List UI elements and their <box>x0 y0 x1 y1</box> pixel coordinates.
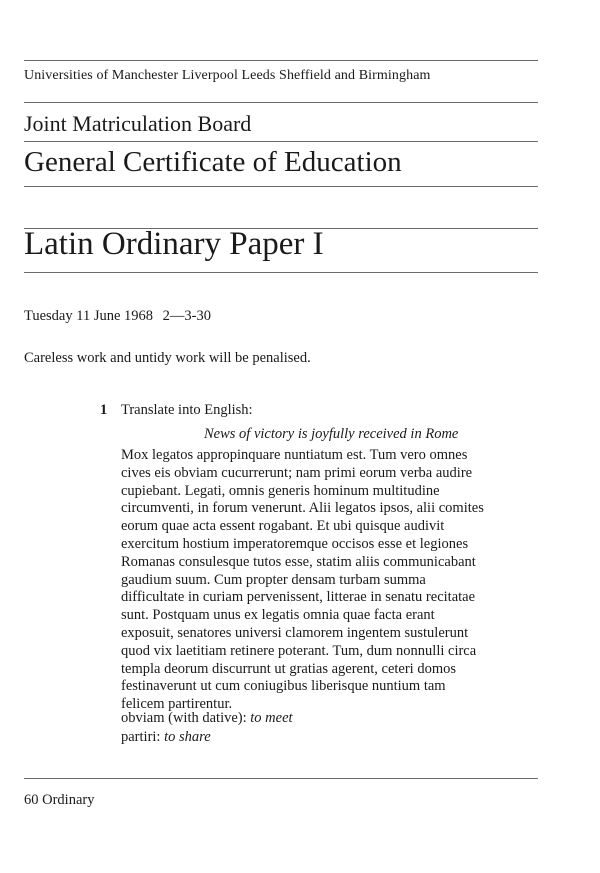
paper-title: Latin Ordinary Paper I <box>24 226 324 262</box>
passage-line: cives eis obviam cucurrerunt; nam primi eorum verba audire <box>121 464 473 481</box>
passage-line: templa deorum discurrunt ut gratias agerent, ceteri domos <box>121 660 457 677</box>
glossary-term: partiri: <box>121 729 161 745</box>
glossary <box>121 709 293 747</box>
passage-line: exposuit, senatores universi clamorem ingentem sustulerunt <box>121 624 469 641</box>
passage-line: difficultate in curiam pervenissent, litterae in senatu recitatae <box>121 589 476 606</box>
passage-line: exercitum hostium imperatoremque occisos esse et legiones <box>121 535 469 552</box>
passage-line: felicem partirentur. <box>121 696 233 713</box>
footer-label: 60 Ordinary <box>24 792 95 808</box>
notice-text: Careless work and untidy work will be penalised. <box>24 350 311 366</box>
glossary-term: obviam (with dative): <box>121 710 247 726</box>
passage-line: Romanas consulesque tutos esse, statim aliis communicabant <box>121 553 476 570</box>
passage-line: eorum quae acta essent rogabant. Et ubi quisque audivit <box>121 518 445 535</box>
question-instruction: Translate into English: <box>121 402 253 418</box>
certificate-title: General Certificate of Education <box>24 146 402 178</box>
rule-below-board <box>24 141 538 142</box>
exam-date-time <box>24 308 211 325</box>
passage-line: gaudium suum. Cum propter densam turbam summa <box>121 571 426 588</box>
rule-below-paper-title <box>24 272 538 273</box>
exam-time: 2—3-30 <box>162 308 211 324</box>
glossary-meaning: to share <box>164 729 211 745</box>
passage-line: festinaverunt ut cum coniugibus liberisque nuntium tam <box>121 678 446 695</box>
passage-line: Mox legatos appropinquare nuntiatum est. Tum vero omnes <box>121 447 468 463</box>
passage-line: cupiebant. Legati, omnis generis hominum multitudine <box>121 482 440 499</box>
passage-line: quod vix laetitiam retinere poterant. Tum, dum nonnulli circa <box>121 642 477 659</box>
passage-line: sunt. Postquam unus ex legatis omnia quae facta erant <box>121 607 435 624</box>
rule-below-universities <box>24 102 538 103</box>
universities-line: Universities of Manchester Liverpool Leeds Sheffield and Birmingham <box>24 68 431 83</box>
rule-top <box>24 60 538 61</box>
rule-above-footer <box>24 778 538 779</box>
passage-title: News of victory is joyfully received in Rome <box>204 426 459 442</box>
question-number: 1 <box>100 402 108 418</box>
rule-below-certificate <box>24 186 538 187</box>
latin-passage <box>121 447 484 714</box>
glossary-meaning: to meet <box>250 710 293 726</box>
passage-line: circumventi, in forum venerunt. Alii legatos ipsos, alii comites <box>121 500 484 517</box>
board-title: Joint Matriculation Board <box>24 111 252 136</box>
glossary-entry <box>121 728 293 747</box>
glossary-entry <box>121 709 293 728</box>
exam-date: Tuesday 11 June 1968 <box>24 308 154 324</box>
